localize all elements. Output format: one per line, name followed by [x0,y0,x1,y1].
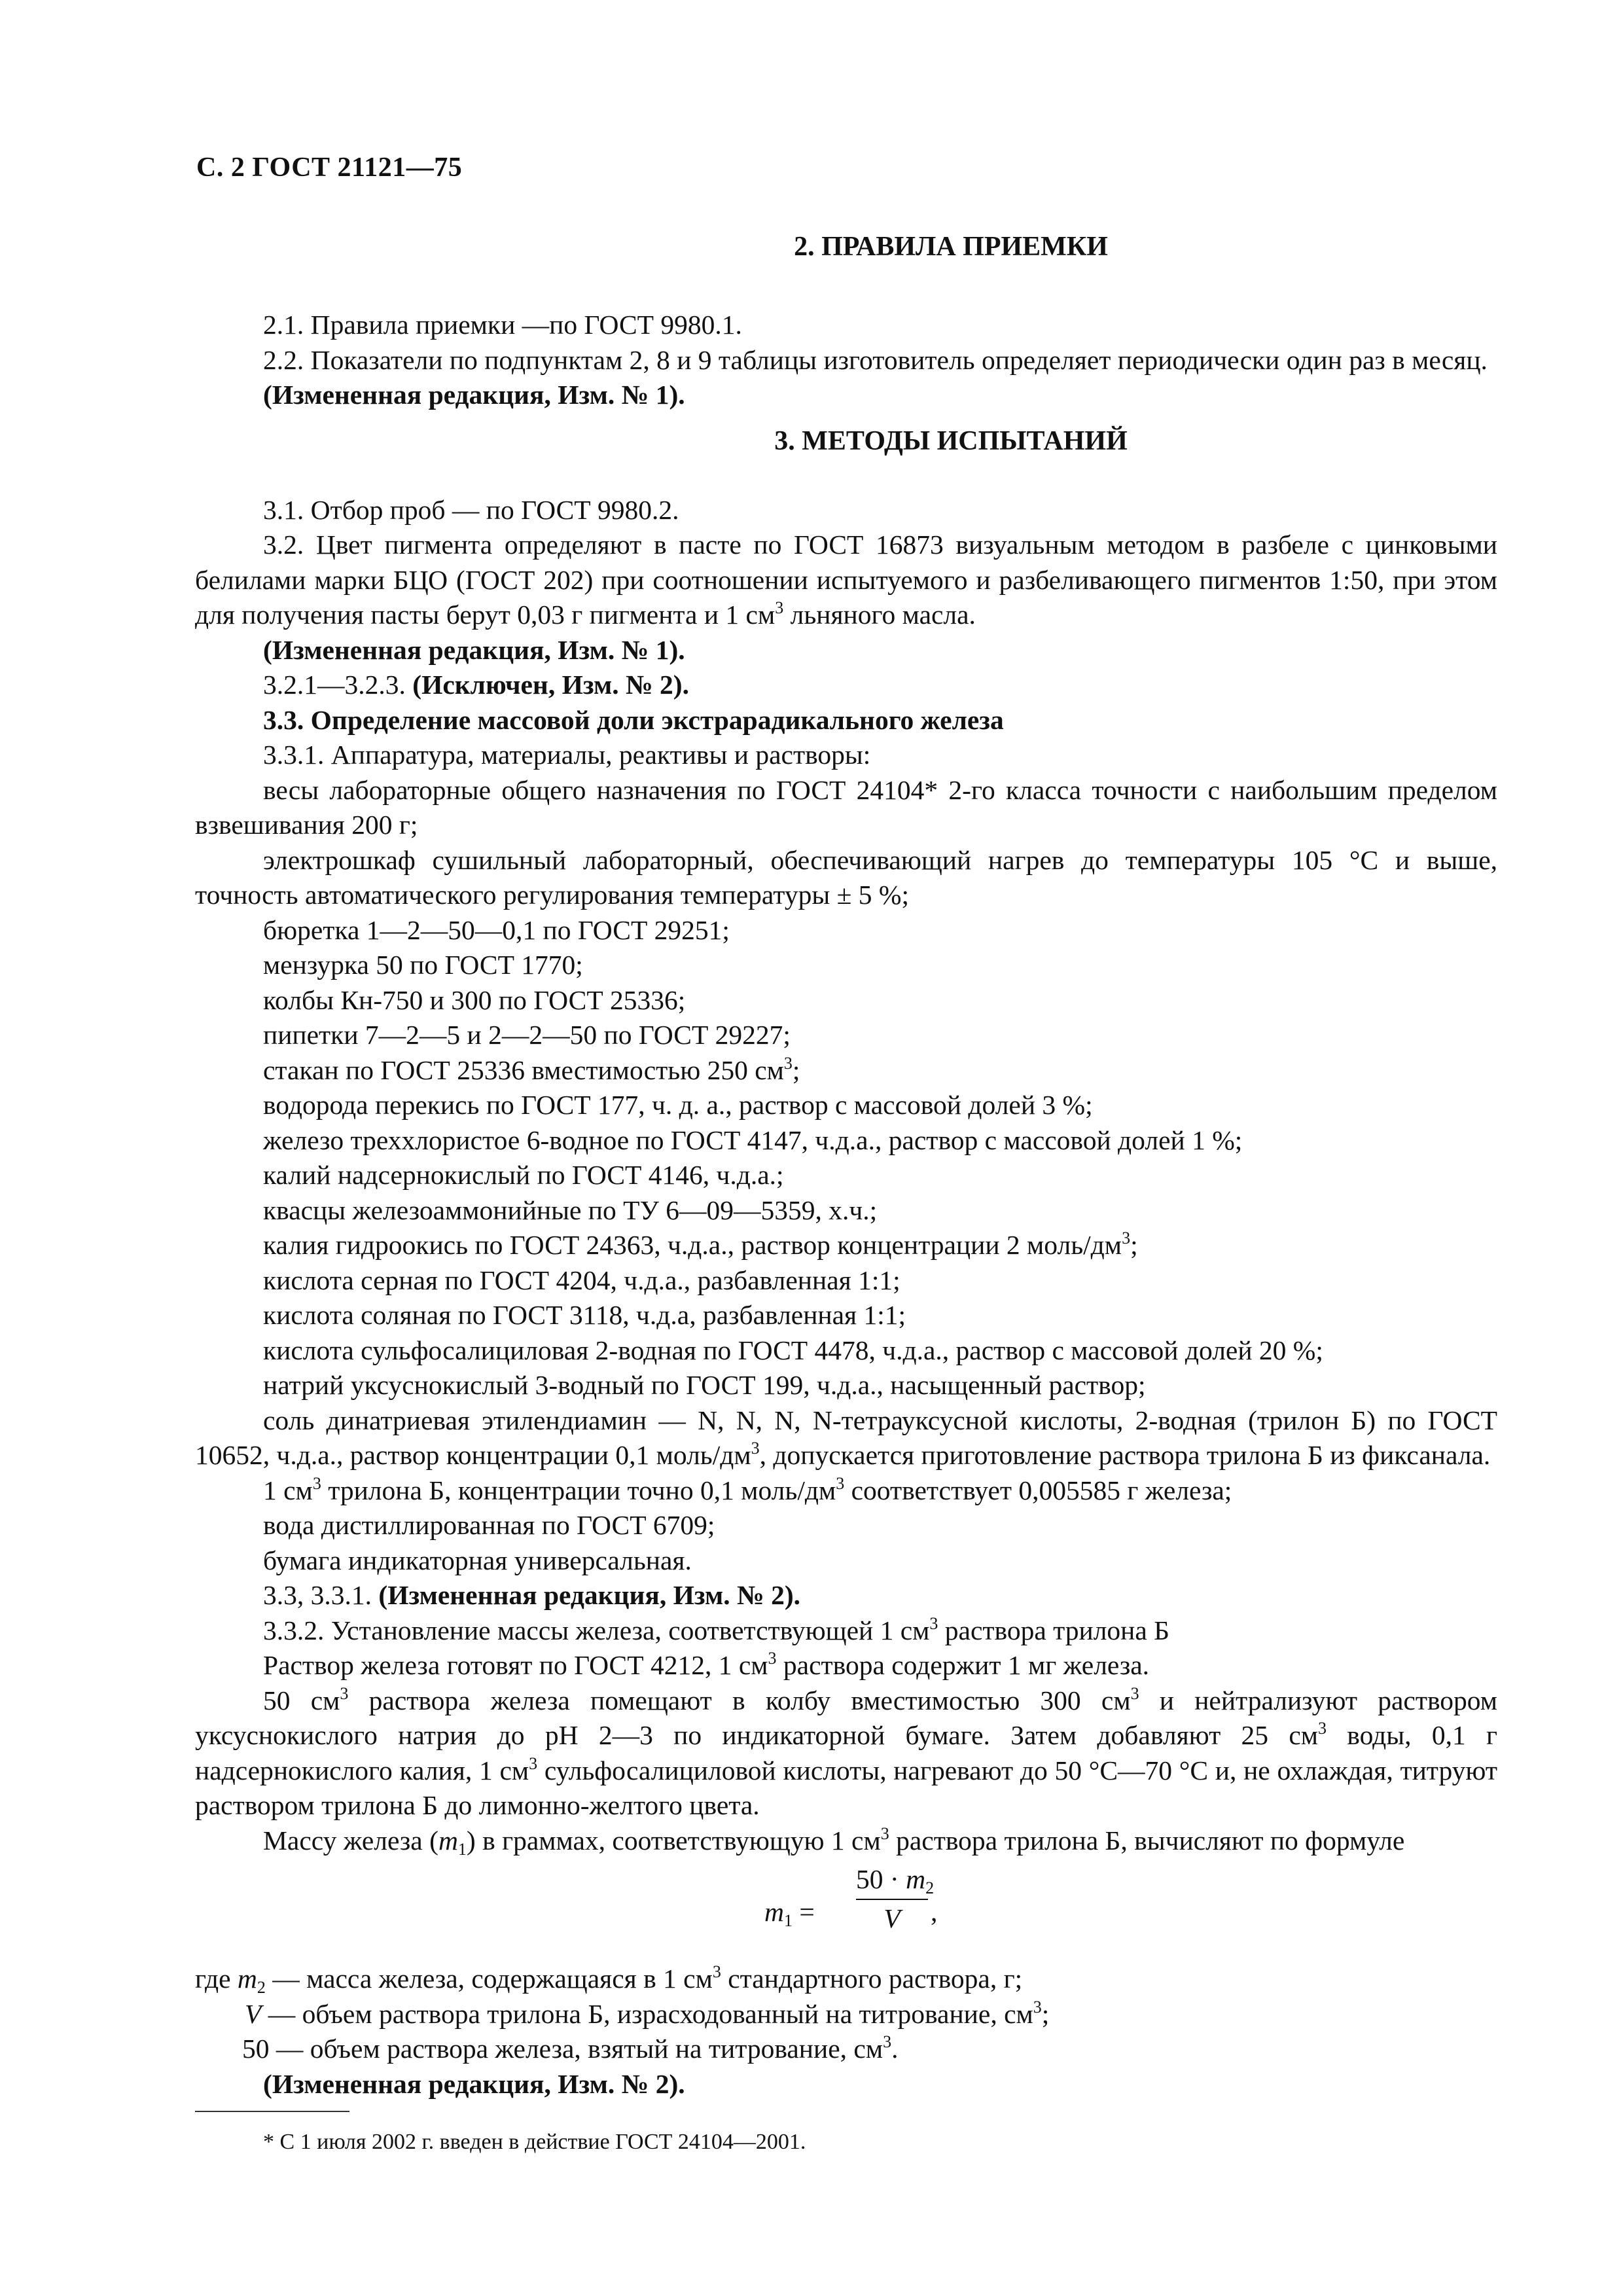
list-item: кислота соляная по ГОСТ 3118, ч.д.а, разбавленная 1:1; [263,1300,906,1330]
clause-2-1: 2.1. Правила приемки —по ГОСТ 9980.1. [263,310,742,340]
section-2-heading: 2. ПРАВИЛА ПРИЕМКИ [794,232,1108,262]
fraction-bar [856,1899,928,1900]
clause-2-2: 2.2. Показатели по подпунктам 2, 8 и 9 таблицы изготовитель определяет периодически один раз в месяц. [263,344,1488,375]
edit-note-2: (Измененная редакция, Изм. № 1). [263,634,685,665]
list-item: соль динатриевая этилендиамин — N, N, N, N-тетрауксусной кислоты, 2-водная (трилон Б) по ГОСТ 10652, ч.д.а., раствор концентрации 0,1 моль/$дм^3$, допускается приготовление раствора трилона Б из фиксанала. [195,1405,1497,1470]
page-header: С. 2 ГОСТ 21121—75 [196,152,463,183]
list-item: железо треххлористое 6-водное по ГОСТ 4147, ч.д.а., раствор с массовой долей 1 %; [263,1124,1243,1155]
formula-comma: , [931,1897,938,1927]
clause-3-3-2: 3.3.2. Установление массы железа, соответствующей 1 $см^3$ раствора трилона Б [263,1613,1170,1645]
list-item: бюретка 1—2—50—0,1 по ГОСТ 29251; [263,914,730,945]
clause-3-3-1: 3.3.1. Аппаратура, материалы, реактивы и растворы: [263,740,871,770]
list-item: стакан по ГОСТ 25336 вместимостью 250 $см^3$; [263,1053,800,1085]
list-item: водорода перекись по ГОСТ 177, ч. д. а., раствор с массовой долей 3 %; [263,1090,1093,1120]
edit-note-3: 3.3, 3.3.1. (Измененная редакция, Изм. № 2). [263,1580,801,1610]
document-body [195,228,1497,2157]
formula-lhs: $m_1$ = [764,1897,815,1930]
list-item: весы лабораторные общего назначения по ГОСТ 24104* 2-го класса точности с наибольшим пределом взвешивания 200 г; [195,774,1497,840]
edit-note-4: (Измененная редакция, Изм. № 2). [263,2068,685,2099]
clause-3-2-1: 3.2.1—3.2.3. (Исключен, Изм. № 2). [263,670,689,700]
list-item: 1 $см^3$ трилона Б, концентрации точно 0,1 моль/$дм^3$ соответствует 0,005585 г железа; [263,1473,1232,1505]
formula-numerator: $50 \cdot m_2$ [856,1864,935,1897]
where-m2: где $m_2$ — масса железа, содержащаяся в 1 $см^3$ стандартного раствора, г; [195,1962,1023,1997]
list-item: квасцы железоаммонийные по ТУ 6—09—5359, х.ч.; [263,1194,878,1225]
list-item: калия гидроокись по ГОСТ 24363, ч.д.а., раствор концентрации 2 моль/$дм^3$; [263,1229,1138,1260]
titration-procedure: 50 $см^3$ раствора железа помещают в колбу вместимостью 300 $см^3$ и нейтрализуют раствором уксуснокислого натрия до pH 2—3 по индикаторной бумаге. Затем добавляют 25 $см^3$ воды, 0,1 г надсернокислого калия, 1 $см^3$ сульфосалициловой кислоты, нагревают до 50 °С—70 °С и, не охлаждая, титруют раствором трилона Б до лимонно-желтого цвета. [195,1683,1497,1820]
footnote: * С 1 июля 2002 г. введен в действие ГОСТ 24104—2001. [263,2130,806,2154]
where-v: V — объем раствора трилона Б, израсходованный на титрование, $см^3$; [245,1997,1050,2029]
list-item: натрий уксуснокислый 3-водный по ГОСТ 199, ч.д.а., насыщенный раствор; [263,1370,1146,1400]
list-item: калий надсернокислый по ГОСТ 4146, ч.д.а.; [263,1160,784,1190]
section-3-heading: 3. МЕТОДЫ ИСПЫТАНИЙ [774,425,1128,456]
where-50: 50 — объем раствора железа, взятый на титрование, $см^3$. [242,2032,899,2064]
footnote-divider [195,2111,349,2112]
formula-fraction [856,1862,935,1935]
list-item: электрошкаф сушильный лабораторный, обеспечивающий нагрев до температуры 105 °С и выше, точность автоматического регулирования температуры ± 5 %; [195,844,1497,910]
clause-3-1: 3.1. Отбор проб — по ГОСТ 9980.2. [263,494,679,525]
list-item: колбы Кн-750 и 300 по ГОСТ 25336; [263,984,686,1015]
clause-3-2: 3.2. Цвет пигмента определяют в пасте по ГОСТ 16873 визуальным методом в разбеле с цинковыми белилами марки БЦО (ГОСТ 202) при соотношении испытуемого и разбеливающего пигментов 1:50, при этом для получения пасты берут 0,03 г пигмента и 1 $см^3$ льняного масла. [195,529,1497,630]
list-item: бумага индикаторная универсальная. [263,1545,692,1575]
clause-3-3: 3.3. Определение массовой доли экстрарадикального железа [263,704,1004,735]
list-item: мензурка 50 по ГОСТ 1770; [263,950,583,980]
list-item: кислота сульфосалициловая 2-водная по ГОСТ 4478, ч.д.а., раствор с массовой долей 20 %; [263,1335,1323,1365]
edit-note-1: (Измененная редакция, Изм. № 1). [263,380,685,410]
list-item: вода дистиллированная по ГОСТ 6709; [263,1510,715,1540]
iron-solution-prep: Раствор железа готовят по ГОСТ 4212, 1 $см^3$ раствора содержит 1 мг железа. [263,1649,1150,1680]
list-item: пипетки 7—2—5 и 2—2—50 по ГОСТ 29227; [263,1020,791,1050]
formula [195,1862,1497,1959]
mass-calculation: Массу железа $(m_1)$ в граммах, соответствующую 1 $см^3$ раствора трилона Б, вычисляют по формуле [263,1823,1405,1859]
list-item: кислота серная по ГОСТ 4204, ч.д.а., разбавленная 1:1; [263,1265,901,1295]
formula-denominator: V [883,1903,901,1933]
